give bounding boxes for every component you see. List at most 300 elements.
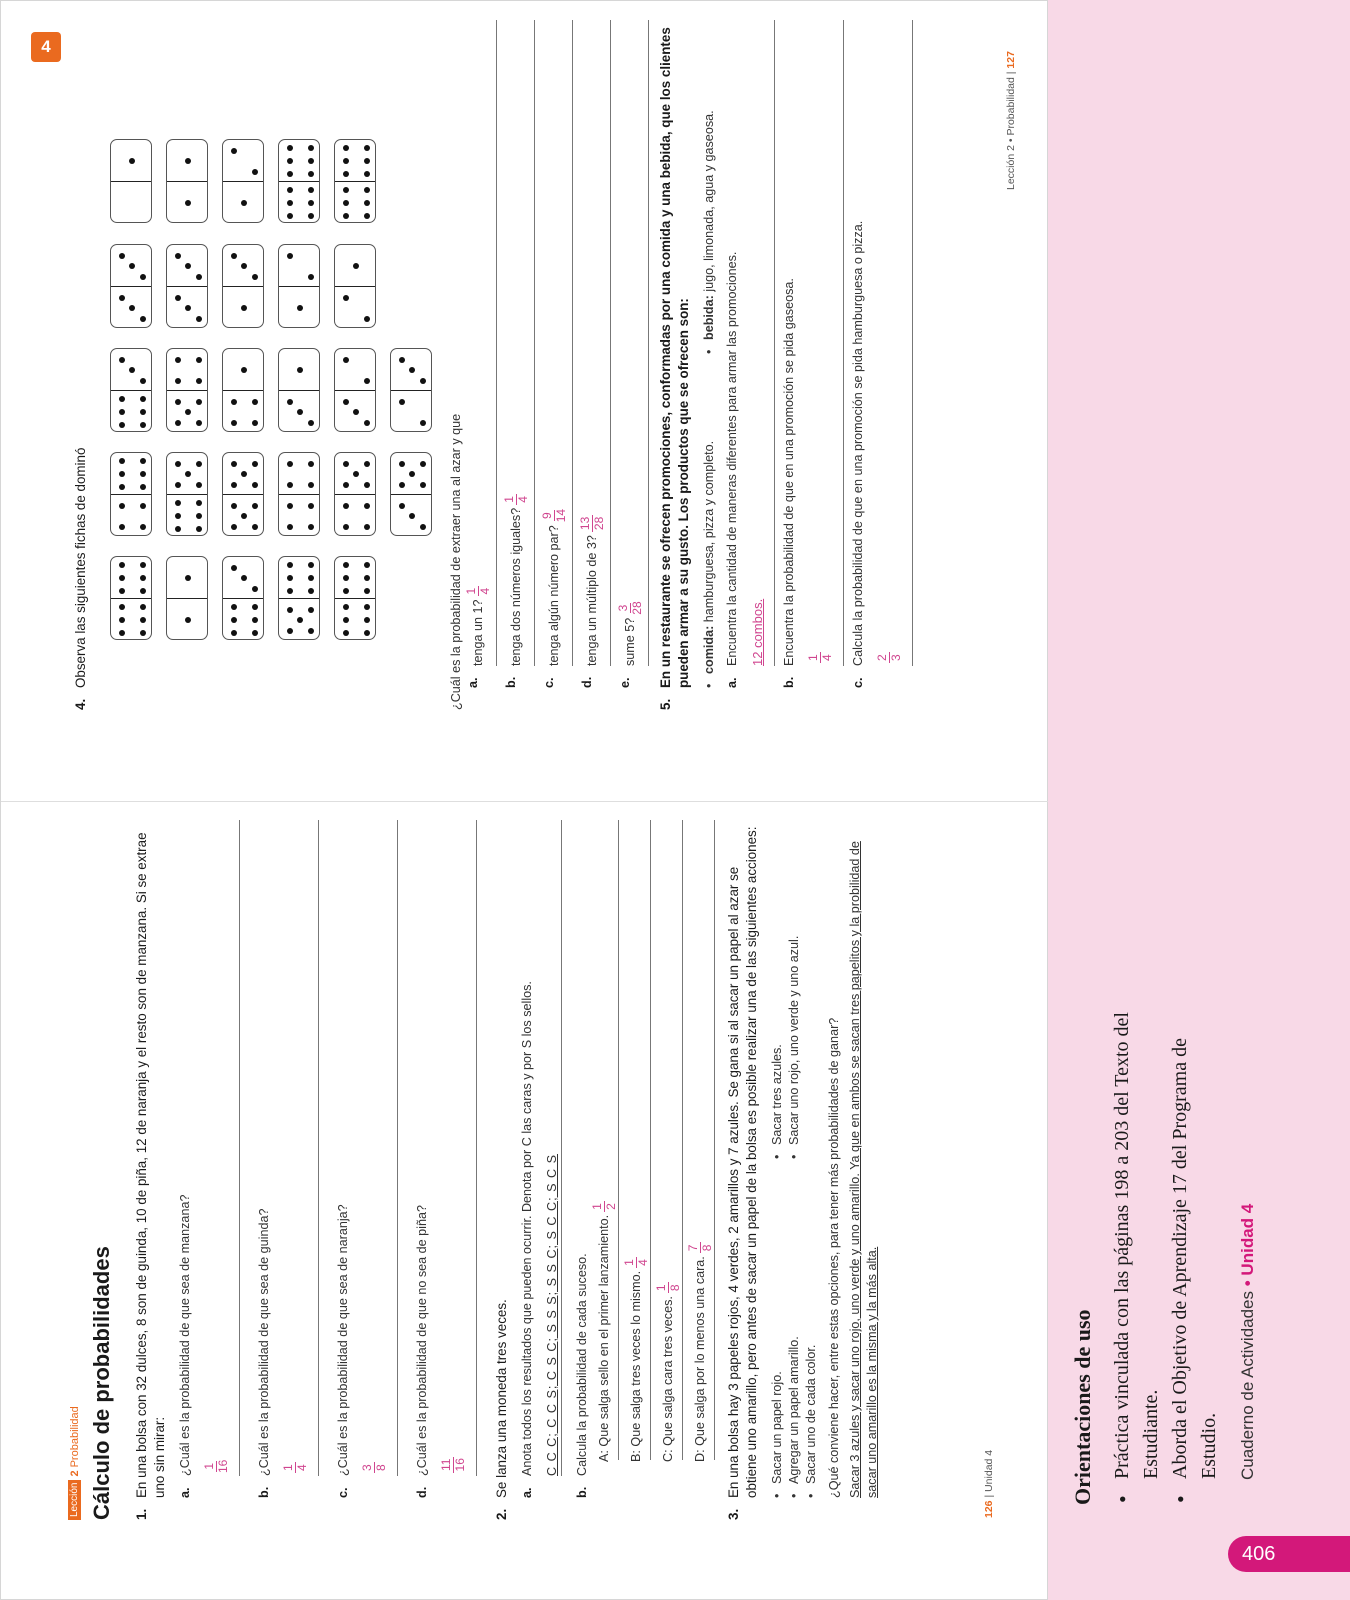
- domino-divider: [279, 181, 319, 182]
- q3-question: [826, 820, 843, 1498]
- domino-pip: [140, 604, 146, 610]
- domino-pip: [231, 461, 237, 467]
- domino-pip: [364, 524, 370, 530]
- denominator: 16: [453, 1458, 467, 1472]
- domino-pip: [287, 187, 293, 193]
- domino-divider: [167, 494, 207, 495]
- domino-pip: [343, 630, 349, 636]
- domino-pip: [231, 148, 237, 154]
- domino-tile: [390, 452, 432, 536]
- item-label: d.: [580, 676, 594, 688]
- question-2: [493, 820, 511, 1520]
- domino-tile: [334, 452, 376, 536]
- q4-item: [541, 20, 568, 688]
- denominator: 8: [700, 1244, 714, 1252]
- q3-answer: [847, 820, 881, 1498]
- domino-pip: [297, 367, 303, 373]
- item-label: a.: [178, 1487, 192, 1498]
- domino-pip: [140, 274, 146, 280]
- question-5: [657, 20, 693, 710]
- item-label: a.: [725, 677, 739, 688]
- denominator: 4: [516, 496, 530, 503]
- drink-list: jugo, limonada, agua y gaseosa.: [702, 110, 716, 292]
- domino-pip: [119, 617, 125, 623]
- event-text: [687, 820, 714, 1462]
- domino-pip: [343, 200, 349, 206]
- item-text: [541, 20, 568, 666]
- domino-pip: [308, 607, 314, 613]
- domino-pip: [119, 503, 125, 509]
- domino-pip: [119, 422, 125, 428]
- guidance-item: • Aborda el Objetivo de Aprendizaje 17 del Programa de Estudio.: [1166, 1005, 1224, 1505]
- q5-part-c: [850, 20, 867, 688]
- answer-line: [496, 20, 497, 666]
- q4-item: [465, 20, 492, 688]
- domino-tile: [390, 348, 432, 432]
- domino-pip: [297, 305, 303, 311]
- denominator: 28: [592, 516, 606, 531]
- domino-pip: [196, 482, 202, 488]
- domino-tile: [222, 244, 264, 328]
- domino-pip: [343, 604, 349, 610]
- page-title: Cálculo de probabilidades: [89, 1246, 114, 1520]
- answer-line: [610, 20, 611, 666]
- q1-item: [256, 820, 273, 1498]
- food-list: hamburguesa, pizza y completo.: [702, 440, 716, 623]
- numerator: 1: [502, 496, 516, 503]
- domino-pip: [241, 513, 247, 519]
- right-footer: Lección 2 • Probabilidad | 127: [1005, 51, 1017, 190]
- domino-tile: [110, 348, 152, 432]
- page-number: 126: [983, 1500, 995, 1518]
- q5-products: [701, 20, 718, 688]
- answer-fraction: [623, 1257, 650, 1268]
- item-text: [465, 20, 492, 666]
- item-question: tenga algún número par?: [546, 525, 561, 666]
- domino-pip: [353, 471, 359, 477]
- domino-pip: [119, 357, 125, 363]
- domino-pip: [364, 575, 370, 581]
- domino-pip: [252, 503, 258, 509]
- domino-pip: [140, 630, 146, 636]
- book-caption: [1238, 1204, 1258, 1480]
- item-label: d.: [415, 1486, 429, 1498]
- domino-pip: [140, 316, 146, 322]
- domino-pip: [353, 263, 359, 269]
- domino-divider: [223, 494, 263, 495]
- domino-pip: [343, 588, 349, 594]
- domino-pip: [420, 420, 426, 426]
- answer-line: [534, 20, 535, 666]
- answer-fraction: [617, 601, 644, 614]
- domino-pip: [343, 213, 349, 219]
- lesson-label: Lección: [68, 1480, 81, 1520]
- unit-name: Unidad 4: [1238, 1203, 1257, 1276]
- domino-tile: [110, 556, 152, 640]
- item-question: tenga un 1?: [470, 599, 485, 666]
- event-question: C: Que salga cara tres veces.: [660, 1296, 675, 1462]
- domino-pip: [308, 187, 314, 193]
- domino-pip: [364, 588, 370, 594]
- question-number: 2.: [494, 1508, 509, 1520]
- question-number: 3.: [726, 1508, 741, 1520]
- option: • Sacar tres azules.: [769, 820, 786, 1159]
- question-text: En una bolsa con 32 dulces, 8 son de guinda, 10 de piña, 12 de naranja y el resto son de manzana. Si se extrae uno sin mirar:: [134, 832, 167, 1498]
- q1-item: [414, 820, 431, 1498]
- domino-pip: [175, 357, 181, 363]
- domino-pip: [231, 503, 237, 509]
- page-number: 127: [1005, 51, 1017, 69]
- domino-pip: [129, 263, 135, 269]
- option: • Agregar un papel amarillo.: [786, 1159, 803, 1498]
- item-label: a.: [466, 677, 480, 688]
- domino-divider: [167, 181, 207, 182]
- domino-pip: [252, 482, 258, 488]
- domino-divider: [279, 598, 319, 599]
- domino-pip: [409, 367, 415, 373]
- domino-divider: [167, 390, 207, 391]
- domino-pip: [231, 565, 237, 571]
- domino-pip: [343, 575, 349, 581]
- question-text: En un restaurante se ofrecen promociones, conformadas por una comida y una bebida, que los clientes pueden armar a su gusto. Los productos que se ofrecen son:: [658, 27, 691, 688]
- event-question: D: Que salga por lo menos una cara.: [692, 1256, 707, 1462]
- domino-tile: [166, 139, 208, 223]
- domino-tile: [334, 244, 376, 328]
- answer-outcomes: C C C; C C S; C S C; S S S; S S C; S C C; S C S: [545, 1153, 559, 1476]
- q3-options-row2: [786, 820, 803, 1498]
- domino-pip: [231, 617, 237, 623]
- answer-fraction: [203, 1460, 230, 1473]
- item-label: c.: [336, 1487, 350, 1498]
- domino-pip: [231, 253, 237, 259]
- answer-fraction: [655, 1282, 682, 1293]
- denominator: 14: [554, 508, 568, 523]
- domino-pip: [364, 630, 370, 636]
- domino-pip: [308, 213, 314, 219]
- domino-pip: [119, 458, 125, 464]
- domino-pip: [364, 617, 370, 623]
- domino-pip: [119, 471, 125, 477]
- domino-pip: [364, 482, 370, 488]
- domino-pip: [252, 461, 258, 467]
- event-question: A: Que salga sello en el primer lanzamiento.: [596, 1214, 611, 1462]
- numerator: 3: [616, 604, 630, 612]
- domino-pip: [287, 253, 293, 259]
- domino-pip: [196, 274, 202, 280]
- q3-options-row3: [803, 820, 820, 1498]
- q2-part-b: [574, 820, 591, 1498]
- domino-tile: [222, 556, 264, 640]
- answer-fraction: [687, 1243, 714, 1254]
- answer-fraction: [579, 515, 606, 532]
- event-question: B: Que salga tres veces lo mismo.: [628, 1270, 643, 1462]
- numerator: 1: [806, 654, 820, 661]
- domino-pip: [175, 461, 181, 467]
- domino-pip: [297, 617, 303, 623]
- domino-pip: [140, 378, 146, 384]
- domino-pip: [308, 628, 314, 634]
- domino-tile: [166, 244, 208, 328]
- domino-pip: [196, 500, 202, 506]
- domino-divider: [279, 390, 319, 391]
- item-text: Encuentra la cantidad de maneras diferentes para armar las promociones.: [725, 251, 739, 666]
- domino-pip: [287, 171, 293, 177]
- domino-pip: [364, 378, 370, 384]
- domino-divider: [111, 598, 151, 599]
- answer-text: Sacar 3 azules y sacar uno rojo, uno verde y uno amarillo. Ya que en ambos se sacan tres papelitos y la probilidad de sacar uno amarillo es la misma y la más alta.: [848, 841, 879, 1498]
- domino-pip: [308, 588, 314, 594]
- domino-divider: [223, 390, 263, 391]
- denominator: 4: [295, 1464, 309, 1471]
- drink-label: bebida:: [702, 295, 716, 340]
- domino-divider: [111, 286, 151, 287]
- domino-pip: [140, 471, 146, 477]
- denominator: 28: [630, 601, 644, 615]
- domino-pip: [196, 526, 202, 532]
- domino-pip: [140, 409, 146, 415]
- domino-pip: [343, 399, 349, 405]
- domino-pip: [287, 575, 293, 581]
- item-text: [579, 20, 606, 666]
- domino-pip: [241, 367, 247, 373]
- domino-pip: [252, 274, 258, 280]
- domino-pip: [343, 503, 349, 509]
- domino-pip: [185, 200, 191, 206]
- event-text: [623, 820, 650, 1462]
- answer-fraction: [440, 1457, 467, 1473]
- question-text: Observa las siguientes fichas de dominó: [73, 447, 88, 688]
- answer-line: [431, 820, 477, 1476]
- q3-options: [769, 820, 786, 1498]
- lesson-tag: [68, 820, 81, 1520]
- domino-pip: [420, 524, 426, 530]
- domino-pip: [308, 524, 314, 530]
- domino-pip: [196, 357, 202, 363]
- domino-pip: [287, 503, 293, 509]
- q1-item: [335, 820, 352, 1498]
- unit-badge: 4: [31, 32, 61, 62]
- numerator: 1: [464, 587, 478, 595]
- domino-tile: [278, 244, 320, 328]
- numerator: 1: [654, 1284, 668, 1292]
- domino-pip: [343, 357, 349, 363]
- domino-divider: [391, 494, 431, 495]
- answer-line: [618, 820, 619, 1460]
- item-text: [503, 20, 530, 666]
- numerator: 13: [578, 516, 592, 531]
- domino-divider: [111, 390, 151, 391]
- domino-pip: [231, 420, 237, 426]
- domino-pip: [308, 145, 314, 151]
- domino-pip: [119, 295, 125, 301]
- footer-text: Unidad 4: [983, 1449, 995, 1492]
- item-text: [177, 820, 194, 1476]
- domino-divider: [167, 598, 207, 599]
- domino-pip: [252, 169, 258, 175]
- domino-tile: [110, 244, 152, 328]
- domino-pip: [140, 524, 146, 530]
- item-label: c.: [542, 677, 556, 688]
- domino-tile: [334, 139, 376, 223]
- left-page: [68, 820, 881, 1520]
- domino-tile: [110, 452, 152, 536]
- domino-pip: [185, 575, 191, 581]
- domino-pip: [241, 471, 247, 477]
- domino-pip: [353, 409, 359, 415]
- option: • Sacar un papel rojo.: [769, 1159, 786, 1498]
- domino-pip: [364, 213, 370, 219]
- domino-pip: [308, 420, 314, 426]
- domino-pip: [287, 461, 293, 467]
- domino-pip: [196, 399, 202, 405]
- domino-tile: [278, 139, 320, 223]
- domino-pip: [140, 422, 146, 428]
- numerator: 3: [360, 1464, 374, 1471]
- domino-tile: [222, 348, 264, 432]
- domino-pip: [241, 200, 247, 206]
- domino-pip: [140, 562, 146, 568]
- item-text: [256, 820, 273, 1476]
- domino-pip: [196, 420, 202, 426]
- domino-divider: [279, 286, 319, 287]
- domino-pip: [308, 562, 314, 568]
- domino-divider: [335, 181, 375, 182]
- domino-tile: [166, 556, 208, 640]
- answer-line: [714, 820, 715, 1460]
- domino-pip: [364, 145, 370, 151]
- event-item: [687, 820, 714, 1476]
- domino-pip: [140, 458, 146, 464]
- domino-pip: [343, 187, 349, 193]
- numerator: 2: [875, 654, 889, 661]
- domino-pip: [343, 482, 349, 488]
- denominator: 8: [668, 1284, 682, 1292]
- domino-pip: [140, 588, 146, 594]
- domino-pip: [364, 461, 370, 467]
- q4-prompt: [448, 20, 465, 710]
- domino-pip: [399, 482, 405, 488]
- domino-tile: [278, 556, 320, 640]
- domino-pip: [231, 604, 237, 610]
- denominator: 8: [374, 1464, 388, 1471]
- guidance-list: [1108, 1005, 1224, 1505]
- item-text: Anota todos los resultados que pueden ocurrir. Denota por C las caras y por S los sellos.: [520, 981, 534, 1476]
- question-number: 5.: [658, 698, 673, 710]
- domino-pip: [231, 524, 237, 530]
- item-label: c.: [851, 677, 865, 688]
- domino-pip: [175, 253, 181, 259]
- domino-pip: [364, 420, 370, 426]
- domino-pip: [185, 617, 191, 623]
- domino-pip: [399, 461, 405, 467]
- item-label: b.: [575, 1486, 589, 1498]
- domino-pip: [364, 316, 370, 322]
- domino-pip: [287, 158, 293, 164]
- food-label: comida:: [702, 625, 716, 674]
- denominator: 3: [889, 654, 903, 661]
- item-question: tenga dos números iguales?: [508, 507, 523, 666]
- domino-pip: [364, 200, 370, 206]
- item-question: ¿Cuál es la probabilidad de que sea de guinda?: [257, 1208, 271, 1476]
- domino-pip: [185, 158, 191, 164]
- answer-line: [650, 820, 651, 1460]
- book-name: Cuaderno de Actividades: [1238, 1290, 1257, 1480]
- answer-fraction: [282, 1462, 309, 1473]
- food-products: [701, 354, 718, 688]
- item-question: sume 5?: [622, 617, 637, 666]
- item-label: b.: [257, 1486, 271, 1498]
- question-4: [72, 20, 90, 710]
- domino-pip: [241, 575, 247, 581]
- domino-tile: [110, 139, 152, 223]
- domino-pip: [364, 171, 370, 177]
- answer-fraction: [876, 652, 903, 663]
- domino-pip: [129, 305, 135, 311]
- event-text: [591, 820, 618, 1462]
- domino-pip: [343, 145, 349, 151]
- domino-pip: [287, 562, 293, 568]
- question-number: 1.: [134, 1508, 149, 1520]
- q4-item: [503, 20, 530, 688]
- domino-pip: [231, 482, 237, 488]
- event-item: [591, 820, 618, 1476]
- domino-divider: [223, 181, 263, 182]
- domino-pip: [185, 409, 191, 415]
- domino-pip: [364, 158, 370, 164]
- domino-pip: [287, 524, 293, 530]
- q1-item: [177, 820, 194, 1498]
- domino-divider: [391, 390, 431, 391]
- domino-pip: [140, 617, 146, 623]
- numerator: 9: [540, 512, 554, 519]
- left-footer: 126 | Unidad 4: [983, 1449, 995, 1518]
- page-number-tab: [1228, 1536, 1350, 1572]
- domino-divider: [111, 494, 151, 495]
- item-text: [414, 820, 431, 1476]
- domino-pip: [252, 630, 258, 636]
- domino-divider: [223, 598, 263, 599]
- item-question: tenga un múltiplo de 3?: [584, 535, 599, 666]
- domino-pip: [308, 461, 314, 467]
- domino-pip: [399, 503, 405, 509]
- q5-part-b: [781, 20, 798, 688]
- event-item: [655, 820, 682, 1476]
- answer-line: [194, 820, 240, 1476]
- question-3: [725, 820, 761, 1520]
- item-label: a.: [520, 1487, 534, 1498]
- guidance-item: • Práctica vinculada con las páginas 198 a 203 del Texto del Estudiante.: [1108, 1005, 1166, 1505]
- domino-divider: [167, 286, 207, 287]
- question-text: Se lanza una moneda tres veces.: [494, 1299, 509, 1498]
- domino-pip: [287, 145, 293, 151]
- denominator: 16: [216, 1459, 230, 1473]
- domino-pip: [287, 213, 293, 219]
- domino-divider: [335, 390, 375, 391]
- domino-divider: [223, 286, 263, 287]
- lesson-topic: Probabilidad: [68, 1406, 81, 1468]
- domino-pip: [196, 461, 202, 467]
- domino-divider: [111, 181, 151, 182]
- page-number: 406: [1242, 1542, 1276, 1565]
- domino-pip: [175, 500, 181, 506]
- domino-tile: [166, 348, 208, 432]
- domino-pip: [252, 604, 258, 610]
- q5a-answer-line: [741, 20, 775, 666]
- domino-tile: [278, 348, 320, 432]
- domino-pip: [399, 357, 405, 363]
- numerator: 1: [590, 1203, 604, 1210]
- domino-pip: [287, 200, 293, 206]
